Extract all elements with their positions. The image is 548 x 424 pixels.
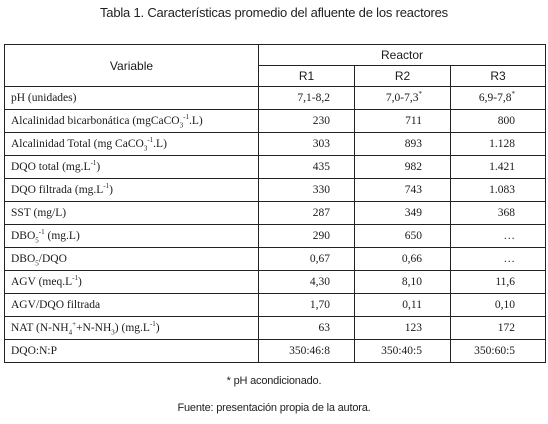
row-label-part: -1 [90, 159, 97, 168]
cell-r2 [355, 87, 451, 110]
cell-value: … [503, 253, 516, 265]
header-r3: R3 [451, 66, 546, 87]
table-title: Tabla 1. Características promedio del afluente de los reactores [100, 5, 448, 20]
row-label-part: 4 [68, 328, 73, 337]
cell-r2 [355, 156, 451, 179]
row-label [5, 110, 259, 133]
row-label-part: 5 [35, 236, 39, 245]
cell-r3 [451, 340, 546, 363]
row-label-part: 3 [111, 328, 115, 337]
row-label-part: SST (mg/L) [11, 207, 67, 219]
row-label-part: ) [109, 184, 113, 196]
cell-value: 330 [312, 184, 330, 196]
row-label-part: .L [188, 115, 199, 127]
row-label-part: 3 [179, 121, 184, 130]
row-label-part: Alcalinidad bicarbonática (mgCaCO [11, 115, 180, 127]
row-label [5, 248, 259, 271]
table-body [5, 87, 546, 363]
row-label [5, 294, 259, 317]
header-r2: R2 [355, 66, 451, 87]
row-label-part: /DQO [38, 253, 67, 265]
row-label [5, 133, 259, 156]
table-row [5, 110, 546, 133]
table-row [5, 87, 546, 110]
cell-value: 7,0-7,3 [385, 92, 419, 104]
row-label [5, 87, 259, 110]
cell-value: 287 [312, 207, 330, 219]
table-row [5, 156, 546, 179]
row-label-part: -1 [149, 320, 156, 329]
row-label-part: ) [198, 115, 203, 127]
cell-value: 800 [497, 115, 516, 127]
table-row [5, 271, 546, 294]
row-label-part: DQO:N:P [11, 345, 58, 357]
cell-value: 63 [318, 322, 330, 334]
cell-value: 6,9-7,8 [478, 92, 512, 104]
cell-r1 [259, 317, 355, 340]
cell-r1 [259, 294, 355, 317]
header-reactor: Reactor [259, 45, 546, 66]
table-row [5, 294, 546, 317]
cell-value: 743 [404, 184, 422, 196]
cell-r2 [355, 225, 451, 248]
cell-value: 1.128 [489, 138, 516, 150]
table-row [5, 225, 546, 248]
row-label-part: DBO [11, 253, 36, 265]
cell-value: 711 [405, 115, 422, 127]
cell-value: 7,1-8,2 [297, 92, 330, 104]
row-label-part: -1 [103, 182, 110, 191]
cell-r1 [259, 133, 355, 156]
cell-value: 350:46:8 [289, 345, 330, 357]
cell-r2 [355, 248, 451, 271]
cell-r3 [451, 202, 546, 225]
row-label-part: ) [163, 138, 167, 150]
row-label-part: AGV (meq.L [11, 276, 73, 288]
cell-r1 [259, 271, 355, 294]
row-label-part: + [72, 320, 77, 329]
row-label-part: -1 [183, 113, 189, 122]
cell-r1 [259, 87, 355, 110]
cell-r3 [451, 87, 546, 110]
row-label [5, 202, 259, 225]
cell-r1 [259, 248, 355, 271]
cell-value: 230 [312, 115, 330, 127]
cell-value: 650 [404, 230, 422, 242]
cell-value: 893 [404, 138, 422, 150]
cell-value: 0,66 [401, 253, 422, 265]
table-row [5, 340, 546, 363]
row-label-part: (mg.L [44, 230, 76, 242]
row-label-part: +N-NH [76, 322, 112, 334]
row-label-part: ) [96, 161, 101, 173]
cell-value: 11,6 [495, 276, 516, 288]
row-label-part: -1 [72, 274, 78, 283]
source-note: Fuente: presentación propia de la autora. [177, 402, 371, 414]
row-label [5, 340, 259, 363]
cell-footnote-mark: * [511, 90, 516, 99]
row-label-part: pH (unidades) [11, 92, 77, 104]
cell-r1 [259, 340, 355, 363]
row-label [5, 225, 259, 248]
cell-r3 [451, 179, 546, 202]
cell-value: 1.421 [489, 161, 516, 173]
cell-r1 [259, 179, 355, 202]
row-label-part: DQO filtrada (mg.L [11, 184, 104, 196]
row-label [5, 317, 259, 340]
data-table [4, 44, 546, 363]
row-label-part: .L [153, 138, 164, 150]
cell-value: 350:60:5 [474, 345, 516, 357]
header-r1: R1 [259, 66, 355, 87]
cell-r2 [355, 271, 451, 294]
row-label-part: Alcalinidad Total (mg CaCO [11, 138, 144, 150]
row-label [5, 179, 259, 202]
row-label-part: ) [75, 230, 80, 242]
cell-value: 303 [312, 138, 330, 150]
cell-value: 1.083 [489, 184, 516, 196]
row-label-part: -1 [38, 228, 45, 237]
table-row [5, 202, 546, 225]
row-label-part: 5 [35, 259, 39, 268]
cell-value: 349 [404, 207, 422, 219]
row-label-part: ) [155, 322, 160, 334]
row-label-part: DQO total (mg.L [11, 161, 91, 173]
cell-r2 [355, 202, 451, 225]
row-label-part: -1 [147, 136, 154, 145]
cell-r3 [451, 317, 546, 340]
table-row [5, 248, 546, 271]
cell-r2 [355, 294, 451, 317]
row-label-part: NAT (N-NH [11, 322, 69, 334]
cell-value: 4,30 [309, 276, 330, 288]
cell-r2 [355, 179, 451, 202]
cell-value: 0,10 [494, 299, 516, 311]
cell-r2 [355, 317, 451, 340]
row-label-part: ) (mg.L [114, 322, 150, 334]
cell-value: 350:40:5 [381, 345, 422, 357]
cell-r3 [451, 156, 546, 179]
cell-r1 [259, 156, 355, 179]
row-label-part: DBO [11, 230, 36, 242]
cell-value: 0,67 [309, 253, 330, 265]
row-label [5, 156, 259, 179]
cell-value: 8,10 [401, 276, 422, 288]
header-variable: Variable [5, 45, 259, 87]
footnote: * pH acondicionado. [226, 375, 322, 387]
cell-footnote-mark: * [418, 90, 422, 99]
cell-value: 172 [497, 322, 516, 334]
cell-r3 [451, 133, 546, 156]
cell-value: 290 [312, 230, 330, 242]
cell-r3 [451, 225, 546, 248]
cell-value: 982 [404, 161, 422, 173]
cell-r3 [451, 271, 546, 294]
cell-r2 [355, 340, 451, 363]
cell-r1 [259, 202, 355, 225]
row-label [5, 271, 259, 294]
cell-value: 435 [312, 161, 330, 173]
cell-r2 [355, 110, 451, 133]
row-label-part: 3 [143, 144, 148, 153]
cell-r3 [451, 248, 546, 271]
table-row [5, 317, 546, 340]
cell-r1 [259, 225, 355, 248]
cell-value: 123 [404, 322, 422, 334]
table-row [5, 179, 546, 202]
cell-value: 368 [497, 207, 516, 219]
cell-r3 [451, 110, 546, 133]
table-row [5, 133, 546, 156]
cell-value: 0,11 [402, 299, 422, 311]
cell-r1 [259, 110, 355, 133]
row-label-part: AGV/DQO filtrada [11, 299, 101, 311]
cell-r2 [355, 133, 451, 156]
cell-value: … [503, 230, 516, 242]
row-label-part: ) [77, 276, 82, 288]
cell-r3 [451, 294, 546, 317]
cell-value: 1,70 [309, 299, 330, 311]
